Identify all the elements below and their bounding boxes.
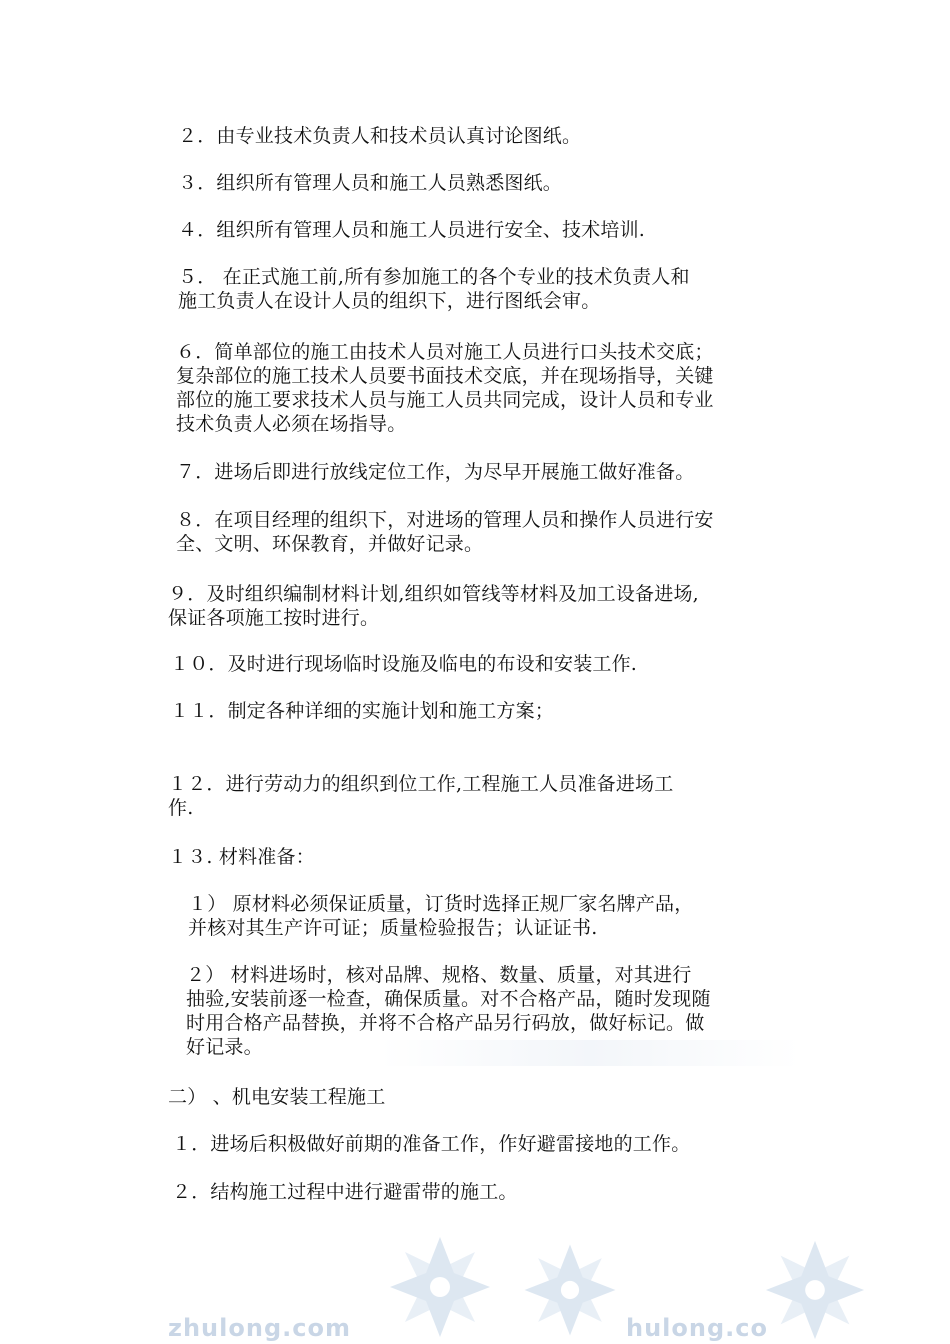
paragraph-8: ８．在项目经理的组织下，对进场的管理人员和操作人员进行安 全、文明、环保教育，并做好记录。 — [176, 509, 714, 555]
top-watermark-smudge — [0, 0, 210, 40]
paragraph-5: ５． 在正式施工前,所有参加施工的各个专业的技术负责人和 施工负责人在设计人员的组织下，进行图纸会审。 — [178, 266, 690, 312]
paragraph-2: ２．由专业技术负责人和技术员认真讨论图纸。 — [178, 125, 582, 147]
paragraph-11: １１．制定各种详细的实施计划和施工方案； — [170, 700, 555, 722]
section2-paragraph-1: １．进场后积极做好前期的准备工作，作好避雷接地的工作。 — [172, 1133, 691, 1155]
paragraph-3: ３．组织所有管理人员和施工人员熟悉图纸。 — [178, 172, 563, 194]
snowflake-logo-icon — [760, 1236, 870, 1344]
watermark-text-left: zhulong.com — [168, 1314, 351, 1342]
paragraph-9: ９．及时组织编制材料计划,组织如管线等材料及加工设备进场, 保证各项施工按时进行。 — [168, 583, 699, 629]
watermark-text-right: hulong.co — [626, 1314, 768, 1342]
paragraph-10: １０．及时进行现场临时设施及临电的布设和安装工作. — [170, 653, 638, 675]
sub-paragraph-2: ２） 材料进场时，核对品牌、规格、数量、质量，对其进行 抽验,安装前逐一检查，确保质量。对不合格产品，随时发现随 时用合格产品替换，并将不合格产品另行码放，做好标记。做 好记录。 — [186, 964, 711, 1058]
section-heading-2: 二） 、机电安装工程施工 — [168, 1086, 386, 1108]
paragraph-13: １３. 材料准备： — [168, 846, 315, 868]
paragraph-4: ４．组织所有管理人员和施工人员进行安全、技术培训. — [178, 219, 646, 241]
paragraph-12: １２．进行劳动力的组织到位工作,工程施工人员准备进场工 作. — [168, 773, 674, 819]
paragraph-7: ７．进场后即进行放线定位工作，为尽早开展施工做好准备。 — [176, 461, 695, 483]
snowflake-logo-icon — [520, 1240, 620, 1340]
section2-paragraph-2: ２．结构施工过程中进行避雷带的施工。 — [172, 1181, 518, 1203]
snowflake-logo-icon — [385, 1232, 495, 1342]
paragraph-6: ６．简单部位的施工由技术人员对施工人员进行口头技术交底； 复杂部位的施工技术人员要书面技术交底，并在现场指导，关键 部位的施工要求技术人员与施工人员共同完成，设计人员和专业 技术负责人必须在场指导。 — [176, 341, 714, 435]
sub-paragraph-1: １） 原材料必须保证质量，订货时选择正规厂家名牌产品， 并核对其生产许可证；质量检验报告；认证证书. — [188, 893, 694, 939]
